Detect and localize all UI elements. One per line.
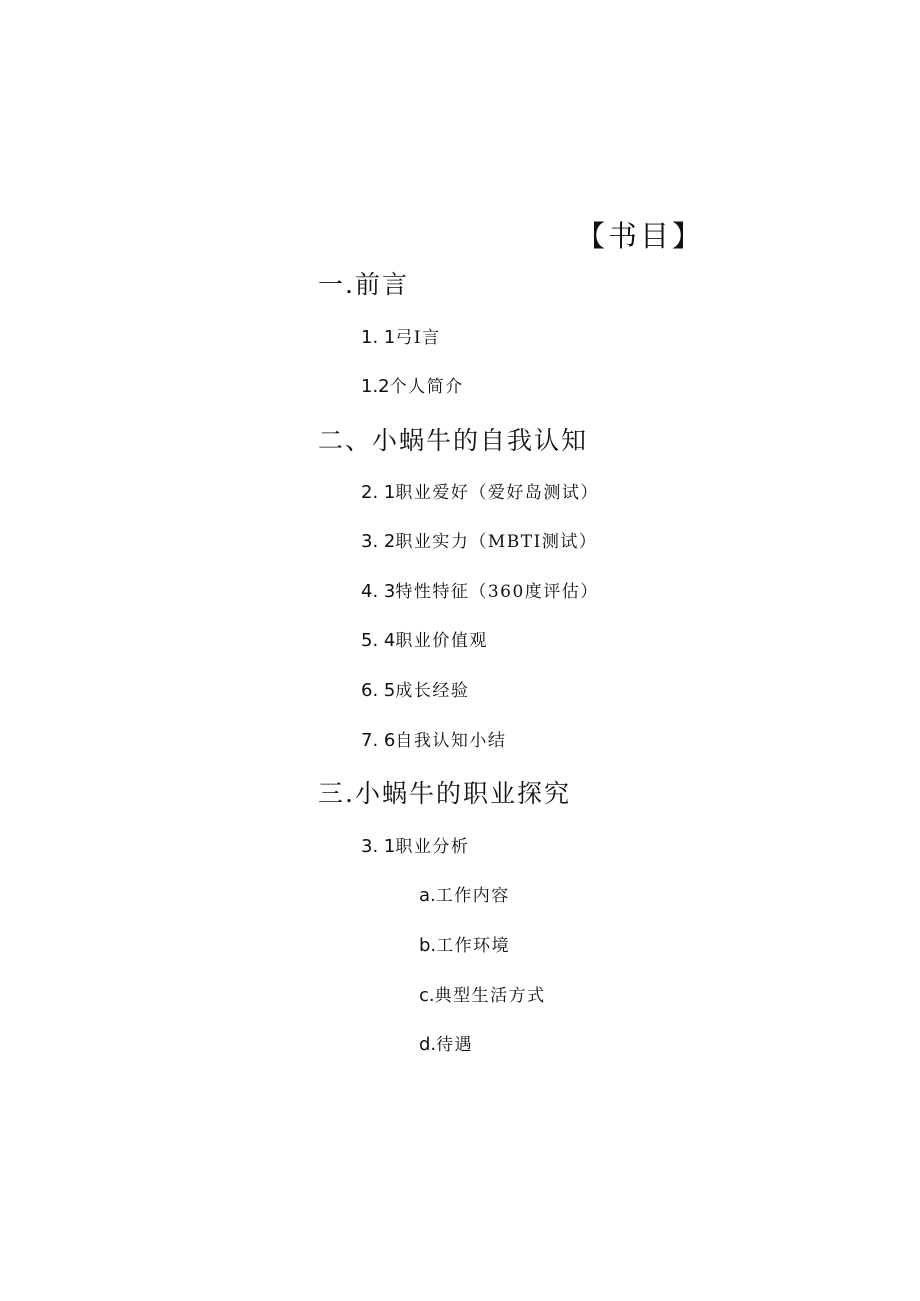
toc-item-number: b. (419, 935, 437, 956)
toc-section-1: 一.前言 (318, 270, 409, 299)
toc-subitem-3-1-a (419, 887, 510, 905)
toc-item-number: 5. 4 (361, 630, 396, 651)
toc-item-label: 职业分析 (395, 837, 470, 857)
toc-item-1-1 (361, 329, 441, 347)
toc-item-label: 弓I言 (395, 328, 441, 348)
toc-item-2-5 (361, 682, 469, 700)
toc-item-number: 4. 3 (361, 581, 396, 602)
toc-item-number: 7. 6 (361, 730, 396, 751)
toc-item-label: 职业实力（MBTI测试） (395, 532, 598, 552)
toc-item-label: 待遇 (436, 1035, 474, 1055)
toc-item-number: c. (419, 985, 435, 1006)
toc-item-label: 职业价值观 (395, 631, 488, 651)
toc-subitem-3-1-c (419, 987, 546, 1005)
toc-section-2: 二、小蜗牛的自我认知 (318, 426, 589, 455)
toc-item-1-2 (361, 378, 464, 396)
toc-item-label: 工作内容 (435, 886, 510, 906)
toc-item-label: 典型生活方式 (434, 986, 546, 1006)
toc-item-2-3 (361, 583, 599, 601)
toc-item-label: 个人简介 (389, 377, 464, 397)
toc-item-number: 3. 2 (361, 531, 396, 552)
toc-subitem-3-1-b (419, 937, 510, 955)
toc-item-label: 特性特征（360度评估） (395, 582, 599, 602)
toc-item-2-1 (361, 484, 599, 502)
toc-item-number: a. (419, 885, 436, 906)
toc-item-label: 职业爱好（爱好岛测试） (395, 483, 599, 503)
toc-item-number: 6. 5 (361, 680, 396, 701)
toc-item-label: 成长经验 (395, 681, 470, 701)
toc-subitem-3-1-d (419, 1036, 473, 1054)
toc-item-3-1 (361, 838, 469, 856)
toc-item-number: 1. 1 (361, 327, 396, 348)
toc-item-2-6 (361, 732, 506, 750)
toc-section-3: 三.小蜗牛的职业探究 (318, 779, 571, 808)
toc-item-2-4 (361, 632, 488, 650)
toc-item-number: 1.2 (361, 376, 390, 397)
toc-item-label: 自我认知小结 (395, 731, 507, 751)
toc-item-2-2 (361, 533, 597, 551)
page-title: 【书目】 (576, 219, 705, 253)
toc-item-number: d. (419, 1034, 437, 1055)
toc-item-number: 2. 1 (361, 482, 396, 503)
toc-item-label: 工作环境 (436, 936, 511, 956)
toc-item-number: 3. 1 (361, 836, 396, 857)
